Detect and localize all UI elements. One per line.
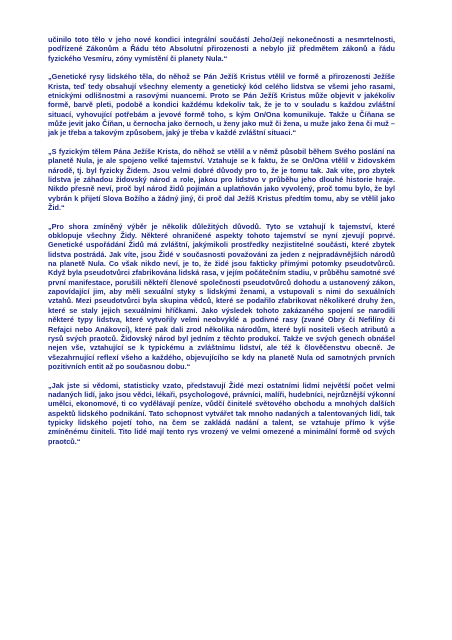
- paragraph-great-mystery: „S fyzickým tělem Pána Ježíše Krista, do něhož se vtělil a v němž působil během Svého poslání na planetě Nula, je ale spojeno velké tajemství. Vztahuje se k faktu, že se On/Ona vtělil v židovském národě, tj. byl fyzicky Židem. Jsou velmi dobré důvody pro to, že je tomu tak. Jak víte, pro zbytek lidstva je záhadou židovský národ a role, jakou pro lidstvo v průběhu jeho dlouhé historie hraje. Nikdo přesně neví, proč byl národ židů pojímán a uplatňován jako vyvolený, proč tomu bylo, že byl vybrán k přijetí Slova Božího a žádný jiný, či proč dal Ježíš Kristus předtím tomu, aby se vtělil jako Žid.“: [48, 147, 395, 213]
- paragraph-statistics: „Jak jste si vědomi, statisticky vzato, představují Židé mezi ostatními lidmi největší počet velmi nadaných lidí, jako jsou vědci, lékaři, psychologové, právníci, malíři, hudebníci, nejrůznější výkonní umělci, ekonomové, ti co vydělávají peníze, vůdčí činitelé světového obchodu a mnohých dalších aspektů lidského podnikání. Tato schopnost vytvářet tak mnoho nadaných a talentovaných lidí, tak typicky lidského pojetí toho, na čem se zakládá nadání a talent, se vztahuje přímo k výše zmíněnému činiteli. Tito lidé mají tento rys vrozený ve velmi omezené a minimální formě od svých praotců.“: [48, 380, 395, 446]
- paragraph-continuation: učinilo toto tělo v jeho nové kondici integrální součástí Jeho/Její nekonečnosti a nesmrtelnosti, podřízené Zákonům a Řádu této Absolutní přirozenosti a nebylo již předmětem zákonů a řádu fyzického Vesmíru, zóny vymístění či planety Nula.“: [48, 35, 395, 63]
- paragraph-reasons: „Pro shora zmíněný výběr je několik důležitých důvodů. Tyto se vztahují k tajemství, které obklopuje všechny Židy. Některé ohraničené aspekty tohoto tajemství se nyní zjevují poprvé. Genetické uspořádání Židů má zvláštní, jakýmikoli prostředky nezjistitelné součásti, které zbytek lidstva postrádá. Jak víte, jsou Židé v současnosti považováni za jeden z nejpradávnějších národů na planetě Nula. Co však nikdo neví, je to, že židé jsou fakticky přímými potomky pseudotvůrců. Když byla pseudotvůrci zfabrikována lidská rasa, v jejím počátečním stadiu, v průběhu samotné své první manifestace, porušili někteří členové společnosti pseudotvůrců dohodu a ustanovený zákon, zapovídající jim, aby měli sexuální styky s lidskými ženami, a vstupovali s nimi do sexuálních vztahů. Mezi pseudotvůrci byla skupina vědců, které se podařilo zfabrikovat několikeré druhy žen, které se staly jejich sexuálními hříčkami. Jako výsledek tohoto zakázaného spojení se narodili některé typy lidstva, které vytvořily velmi neobvyklé a podivné rasy (zvané Obry či Nefilíny či Refajci nebo Anákovci), které pak dali zrod několika národům, které byli nositeli všech atributů a rysů svých praotců. Židovský národ byl jedním z těchto produkcí. Takže ve svých genech obnášel nejen vše, vztahující se k typickému a zvláštnímu lidství, ale též k člověčenstvu obecně. Je všezahrnující reflexí všeho a každého, objevujícího se kdy na planetě Nula od samotných prvních pozitivních entit až po současnou dobu.“: [48, 221, 395, 371]
- paragraph-genetic-traits: „Genetické rysy lidského těla, do něhož se Pán Ježíš Kristus vtělil ve formě a přirozenosti Ježíše Krista, teď tedy obsahují všechny elementy a genetický kód celého lidstva se všemi jeho rasami, etnickými odlišnostmi a rasovými nuancemi. Proto se Pán Ježíš Kristus může objevit v jakékoliv formě, barvě pleti, podobě a kondici každému kdekoliv tak, že je to v souladu s každou zvláštní situací, vyhovující potřebám a jevové formě toho, s kým On/Ona komunikuje. Takže u Číňana se může jevit jako Číňan, u černocha jako černoch, u ženy jako muž či žena, u muže jako žena či muž – jak je třeba a takovým způsobem, jaký je třeba v každé zvláštní situaci.“: [48, 72, 395, 138]
